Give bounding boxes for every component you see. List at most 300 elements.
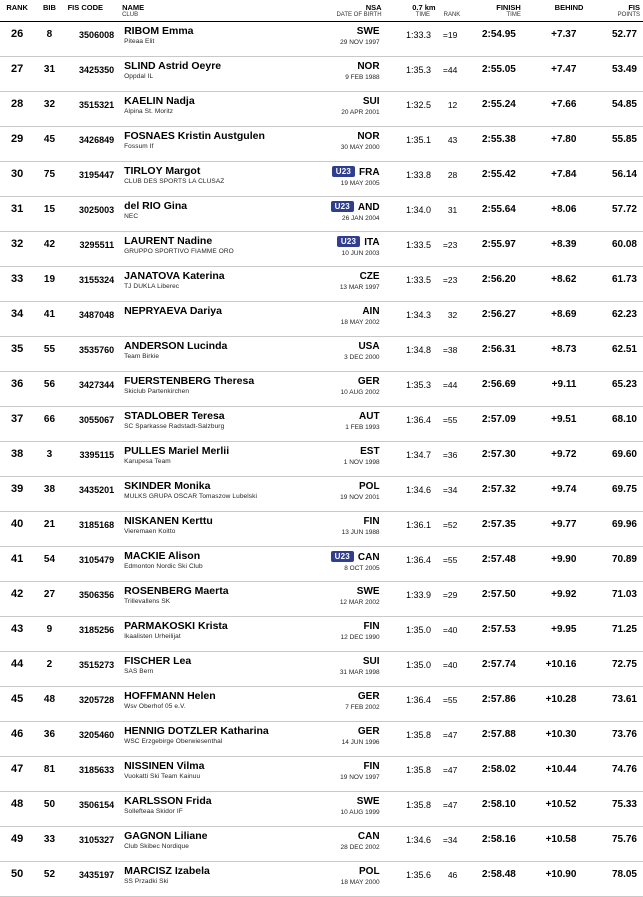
cell-split-rank: [433, 162, 463, 197]
cell-rank: [0, 477, 34, 512]
fiscode-value: 3506008: [79, 30, 115, 40]
cell-behind: [524, 267, 587, 302]
cell-fiscode: [65, 442, 120, 477]
athlete-club: CLUB DES SPORTS LA CLUSAZ: [124, 178, 225, 185]
split-rank-value: =38: [442, 345, 458, 355]
athlete-dob: 10 AUG 2002: [340, 389, 380, 396]
behind-value: +8.06: [551, 204, 577, 215]
split-time-value: 1:34.6: [405, 485, 431, 495]
table-row[interactable]: [0, 372, 643, 407]
athlete-club: Oppdal IL: [124, 73, 154, 80]
cell-split-time: [385, 477, 433, 512]
cell-split-rank: [433, 127, 463, 162]
cell-finish-time: [463, 827, 524, 862]
cell-points: [586, 862, 643, 897]
split-time-value: 1:35.8: [405, 765, 431, 775]
cell-finish-time: [463, 687, 524, 722]
nsa-code: FRA: [359, 167, 380, 178]
athlete-name: HOFFMANN Helen: [124, 690, 216, 702]
split-rank-value: 32: [447, 310, 458, 320]
athlete-club: SS Przadki Ski: [124, 878, 169, 885]
table-row[interactable]: [0, 687, 643, 722]
cell-split-time: [385, 197, 433, 232]
cell-finish-time: [463, 792, 524, 827]
cell-points: [586, 372, 643, 407]
cell-points: [586, 57, 643, 92]
cell-fiscode: [65, 127, 120, 162]
split-time-value: 1:35.6: [405, 870, 431, 880]
cell-finish-time: [463, 407, 524, 442]
cell-split-rank: [433, 442, 463, 477]
header-behind-sub: [524, 12, 587, 22]
cell-split-time: [385, 57, 433, 92]
header-behind: BEHIND: [554, 3, 584, 12]
split-rank-value: 31: [447, 205, 458, 215]
cell-athlete: [119, 512, 314, 547]
cell-bib: [34, 582, 64, 617]
athlete-club: Fossum If: [124, 143, 154, 150]
cell-athlete: [119, 57, 314, 92]
cell-finish-time: [463, 57, 524, 92]
bib-value: 9: [46, 624, 53, 635]
cell-nsa: [314, 197, 385, 232]
table-row[interactable]: [0, 512, 643, 547]
cell-bib: [34, 652, 64, 687]
finish-time-value: 2:54.95: [481, 29, 516, 40]
cell-points: [586, 302, 643, 337]
cell-split-time: [385, 827, 433, 862]
athlete-name: PULLES Mariel Merlii: [124, 445, 230, 457]
cell-points: [586, 232, 643, 267]
athlete-name: HENNIG DOTZLER Katharina: [124, 725, 269, 737]
athlete-club: Team Birkie: [124, 353, 160, 360]
athlete-club: Trillevallens SK: [124, 598, 171, 605]
cell-athlete: [119, 267, 314, 302]
cell-athlete: [119, 127, 314, 162]
cell-nsa: [314, 57, 385, 92]
cell-nsa: [314, 337, 385, 372]
points-value: 53.49: [611, 64, 637, 75]
bib-value: 2: [46, 659, 53, 670]
rank-value: 31: [11, 203, 24, 215]
header-nsa: NSA: [365, 3, 382, 12]
fiscode-value: 3435197: [79, 870, 115, 880]
cell-finish-time: [463, 652, 524, 687]
rank-value: 40: [11, 518, 24, 530]
athlete-club: GRUPPO SPORTIVO FIAMME ORO: [124, 248, 234, 255]
cell-athlete: [119, 302, 314, 337]
cell-behind: [524, 547, 587, 582]
cell-athlete: [119, 582, 314, 617]
nsa-code: AIN: [362, 306, 380, 317]
cell-nsa: [314, 687, 385, 722]
split-rank-value: 46: [447, 870, 458, 880]
split-time-value: 1:36.1: [405, 520, 431, 530]
cell-behind: [524, 92, 587, 127]
bib-value: 38: [43, 484, 56, 495]
cell-points: [586, 92, 643, 127]
nsa-line: [314, 57, 385, 72]
rank-value: 46: [11, 728, 24, 740]
athlete-dob: 26 JAN 2004: [341, 215, 380, 222]
table-row[interactable]: [0, 407, 643, 442]
cell-split-time: [385, 582, 433, 617]
cell-split-rank: [433, 582, 463, 617]
behind-value: +8.73: [551, 344, 577, 355]
cell-rank: [0, 792, 34, 827]
table-row[interactable]: [0, 22, 643, 57]
finish-time-value: 2:56.31: [481, 344, 516, 355]
cell-split-rank: [433, 722, 463, 757]
cell-athlete: [119, 442, 314, 477]
cell-bib: [34, 547, 64, 582]
athlete-name: KARLSSON Frida: [124, 795, 212, 807]
athlete-club: Sollefteaa Skidor IF: [124, 808, 183, 815]
split-rank-value: =34: [442, 485, 458, 495]
cell-fiscode: [65, 372, 120, 407]
nsa-line: [314, 337, 385, 352]
cell-split-time: [385, 337, 433, 372]
athlete-dob: 13 MAR 1997: [339, 284, 380, 291]
cell-behind: [524, 407, 587, 442]
bib-value: 31: [43, 64, 56, 75]
points-value: 57.72: [611, 204, 637, 215]
bib-value: 36: [43, 729, 56, 740]
cell-behind: [524, 792, 587, 827]
athlete-name: NISKANEN Kerttu: [124, 515, 213, 527]
cell-behind: [524, 757, 587, 792]
split-time-value: 1:33.3: [405, 30, 431, 40]
cell-points: [586, 617, 643, 652]
athlete-club: Vuokatti Ski Team Kainuu: [124, 773, 201, 780]
header-club: CLUB: [119, 12, 314, 22]
nsa-line: [314, 232, 385, 248]
cell-points: [586, 687, 643, 722]
cell-fiscode: [65, 862, 120, 897]
athlete-club: WSC Erzgebirge Oberwiesenthal: [124, 738, 223, 745]
nsa-code: AND: [357, 202, 380, 213]
bib-value: 50: [43, 799, 56, 810]
rank-value: 34: [11, 308, 24, 320]
athlete-name: GAGNON Liliane: [124, 830, 208, 842]
nsa-code: POL: [359, 866, 380, 877]
cell-split-rank: [433, 57, 463, 92]
finish-time-value: 2:57.30: [481, 449, 516, 460]
header-fiscode-sub: [65, 12, 120, 22]
bib-value: 66: [43, 414, 56, 425]
cell-fiscode: [65, 337, 120, 372]
fiscode-value: 3425350: [79, 65, 115, 75]
behind-value: +10.90: [545, 869, 577, 880]
table-row[interactable]: [0, 92, 643, 127]
athlete-name: NISSINEN Vilma: [124, 760, 205, 772]
nsa-line: [314, 22, 385, 37]
behind-value: +9.74: [551, 484, 577, 495]
bib-value: 32: [43, 99, 56, 110]
cell-split-time: [385, 162, 433, 197]
split-rank-value: =23: [442, 240, 458, 250]
bib-value: 75: [43, 169, 56, 180]
cell-athlete: [119, 547, 314, 582]
cell-bib: [34, 197, 64, 232]
behind-value: +10.30: [545, 729, 577, 740]
fiscode-value: 3185168: [79, 520, 115, 530]
cell-bib: [34, 127, 64, 162]
nsa-line: [314, 617, 385, 632]
table-row[interactable]: [0, 617, 643, 652]
finish-time-value: 2:57.09: [481, 414, 516, 425]
behind-value: +7.80: [551, 134, 577, 145]
athlete-name: del RIO Gina: [124, 200, 188, 212]
cell-bib: [34, 722, 64, 757]
cell-finish-time: [463, 162, 524, 197]
table-row[interactable]: [0, 232, 643, 267]
nsa-code: FIN: [363, 621, 380, 632]
bib-value: 27: [43, 589, 56, 600]
cell-athlete: [119, 687, 314, 722]
cell-finish-time: [463, 197, 524, 232]
athlete-name: PARMAKOSKI Krista: [124, 620, 228, 632]
points-value: 71.03: [611, 589, 637, 600]
table-row[interactable]: [0, 442, 643, 477]
table-row[interactable]: [0, 827, 643, 862]
cell-split-time: [385, 372, 433, 407]
fiscode-value: 3155324: [79, 275, 115, 285]
cell-bib: [34, 337, 64, 372]
split-rank-value: =19: [442, 30, 458, 40]
cell-split-time: [385, 757, 433, 792]
athlete-club: SC Sparkasse Radstadt-Salzburg: [124, 423, 225, 430]
cell-bib: [34, 442, 64, 477]
nsa-line: [314, 862, 385, 877]
table-row[interactable]: [0, 477, 643, 512]
table-row[interactable]: [0, 547, 643, 582]
points-value: 62.23: [611, 309, 637, 320]
cell-split-time: [385, 267, 433, 302]
cell-behind: [524, 162, 587, 197]
cell-behind: [524, 302, 587, 337]
cell-fiscode: [65, 197, 120, 232]
cell-rank: [0, 652, 34, 687]
split-time-value: 1:35.3: [405, 65, 431, 75]
cell-finish-time: [463, 862, 524, 897]
nsa-line: [314, 197, 385, 213]
cell-finish-time: [463, 267, 524, 302]
split-time-value: 1:34.8: [405, 345, 431, 355]
cell-split-rank: [433, 617, 463, 652]
split-rank-value: =47: [442, 730, 458, 740]
cell-points: [586, 22, 643, 57]
cell-nsa: [314, 477, 385, 512]
cell-rank: [0, 757, 34, 792]
cell-fiscode: [65, 477, 120, 512]
cell-split-time: [385, 547, 433, 582]
athlete-dob: 1 FEB 1993: [345, 424, 380, 431]
cell-split-rank: [433, 547, 463, 582]
cell-fiscode: [65, 57, 120, 92]
table-row[interactable]: [0, 127, 643, 162]
points-value: 73.76: [611, 729, 637, 740]
cell-bib: [34, 92, 64, 127]
table-row[interactable]: [0, 757, 643, 792]
split-time-value: 1:33.5: [405, 275, 431, 285]
finish-time-value: 2:57.86: [481, 694, 516, 705]
rank-value: 36: [11, 378, 24, 390]
cell-athlete: [119, 827, 314, 862]
u23-badge: U23: [332, 166, 355, 177]
nsa-code: POL: [359, 481, 380, 492]
cell-finish-time: [463, 232, 524, 267]
split-rank-value: =44: [442, 380, 458, 390]
cell-fiscode: [65, 757, 120, 792]
points-value: 75.33: [611, 799, 637, 810]
cell-rank: [0, 267, 34, 302]
nsa-line: [314, 442, 385, 457]
bib-value: 55: [43, 344, 56, 355]
cell-finish-time: [463, 337, 524, 372]
points-value: 60.08: [611, 239, 637, 250]
table-row[interactable]: [0, 792, 643, 827]
table-row[interactable]: [0, 652, 643, 687]
cell-rank: [0, 862, 34, 897]
cell-bib: [34, 792, 64, 827]
cell-fiscode: [65, 722, 120, 757]
points-value: 68.10: [611, 414, 637, 425]
split-rank-value: =52: [442, 520, 458, 530]
cell-points: [586, 162, 643, 197]
fiscode-value: 3185256: [79, 625, 115, 635]
athlete-dob: 20 APR 2001: [341, 109, 380, 116]
athlete-name: SLIND Astrid Oeyre: [124, 60, 222, 72]
cell-athlete: [119, 197, 314, 232]
rank-value: 35: [11, 343, 24, 355]
cell-points: [586, 722, 643, 757]
cell-nsa: [314, 127, 385, 162]
cell-fiscode: [65, 512, 120, 547]
athlete-dob: 18 MAY 2000: [340, 879, 380, 886]
cell-points: [586, 512, 643, 547]
behind-value: +9.72: [551, 449, 577, 460]
fiscode-value: 3205460: [79, 730, 115, 740]
fiscode-value: 3105327: [79, 835, 115, 845]
fiscode-value: 3205728: [79, 695, 115, 705]
cell-split-time: [385, 722, 433, 757]
cell-athlete: [119, 792, 314, 827]
nsa-code: SUI: [362, 96, 380, 107]
rank-value: 41: [11, 553, 24, 565]
cell-points: [586, 547, 643, 582]
nsa-line: [314, 477, 385, 492]
cell-finish-time: [463, 372, 524, 407]
cell-nsa: [314, 582, 385, 617]
nsa-line: [314, 92, 385, 107]
behind-value: +9.51: [551, 414, 577, 425]
cell-rank: [0, 512, 34, 547]
athlete-name: STADLOBER Teresa: [124, 410, 225, 422]
cell-rank: [0, 547, 34, 582]
finish-time-value: 2:55.05: [481, 64, 516, 75]
cell-nsa: [314, 757, 385, 792]
nsa-code: SWE: [356, 26, 380, 37]
bib-value: 52: [43, 869, 56, 880]
split-rank-value: =55: [442, 415, 458, 425]
athlete-name: FOSNAES Kristin Austgulen: [124, 130, 265, 142]
table-row[interactable]: [0, 267, 643, 302]
points-value: 52.77: [611, 29, 637, 40]
table-row[interactable]: [0, 197, 643, 232]
rank-value: 33: [11, 273, 24, 285]
table-row[interactable]: [0, 162, 643, 197]
athlete-dob: 10 AUG 1999: [340, 809, 380, 816]
cell-behind: [524, 512, 587, 547]
nsa-line: [314, 757, 385, 772]
split-rank-value: =36: [442, 450, 458, 460]
cell-nsa: [314, 442, 385, 477]
cell-athlete: [119, 477, 314, 512]
rank-value: 48: [11, 798, 24, 810]
fiscode-value: 3506154: [79, 800, 115, 810]
cell-athlete: [119, 162, 314, 197]
table-row[interactable]: [0, 337, 643, 372]
nsa-code: GER: [357, 691, 380, 702]
table-row[interactable]: [0, 582, 643, 617]
bib-value: 54: [43, 554, 56, 565]
table-row[interactable]: [0, 862, 643, 897]
cell-rank: [0, 22, 34, 57]
athlete-dob: 8 OCT 2005: [344, 565, 380, 572]
split-time-value: 1:34.3: [405, 310, 431, 320]
rank-value: 43: [11, 623, 24, 635]
points-value: 55.85: [611, 134, 637, 145]
fiscode-value: 3395115: [79, 450, 115, 460]
points-value: 78.05: [611, 869, 637, 880]
finish-time-value: 2:55.42: [481, 169, 516, 180]
u23-badge: U23: [337, 236, 360, 247]
cell-split-time: [385, 302, 433, 337]
cell-split-rank: [433, 477, 463, 512]
cell-split-rank: [433, 267, 463, 302]
table-row[interactable]: [0, 722, 643, 757]
cell-athlete: [119, 617, 314, 652]
cell-fiscode: [65, 232, 120, 267]
nsa-line: [314, 722, 385, 737]
finish-time-value: 2:58.10: [481, 799, 516, 810]
nsa-code: USA: [358, 341, 380, 352]
table-row[interactable]: [0, 302, 643, 337]
cell-fiscode: [65, 687, 120, 722]
header-rank: RANK: [6, 3, 28, 12]
athlete-name: SKINDER Monika: [124, 480, 211, 492]
split-rank-value: =47: [442, 765, 458, 775]
nsa-code: CZE: [359, 271, 380, 282]
cell-split-rank: [433, 302, 463, 337]
bib-value: 15: [43, 204, 56, 215]
rank-value: 30: [11, 168, 24, 180]
cell-rank: [0, 827, 34, 862]
bib-value: 56: [43, 379, 56, 390]
athlete-dob: 19 NOV 2001: [340, 494, 380, 501]
cell-athlete: [119, 92, 314, 127]
cell-nsa: [314, 162, 385, 197]
cell-rank: [0, 302, 34, 337]
split-time-value: 1:32.5: [405, 100, 431, 110]
finish-time-value: 2:57.88: [481, 729, 516, 740]
table-row[interactable]: [0, 57, 643, 92]
cell-points: [586, 337, 643, 372]
behind-value: +10.44: [545, 764, 577, 775]
nsa-code: AUT: [359, 411, 380, 422]
split-rank-value: =44: [442, 65, 458, 75]
